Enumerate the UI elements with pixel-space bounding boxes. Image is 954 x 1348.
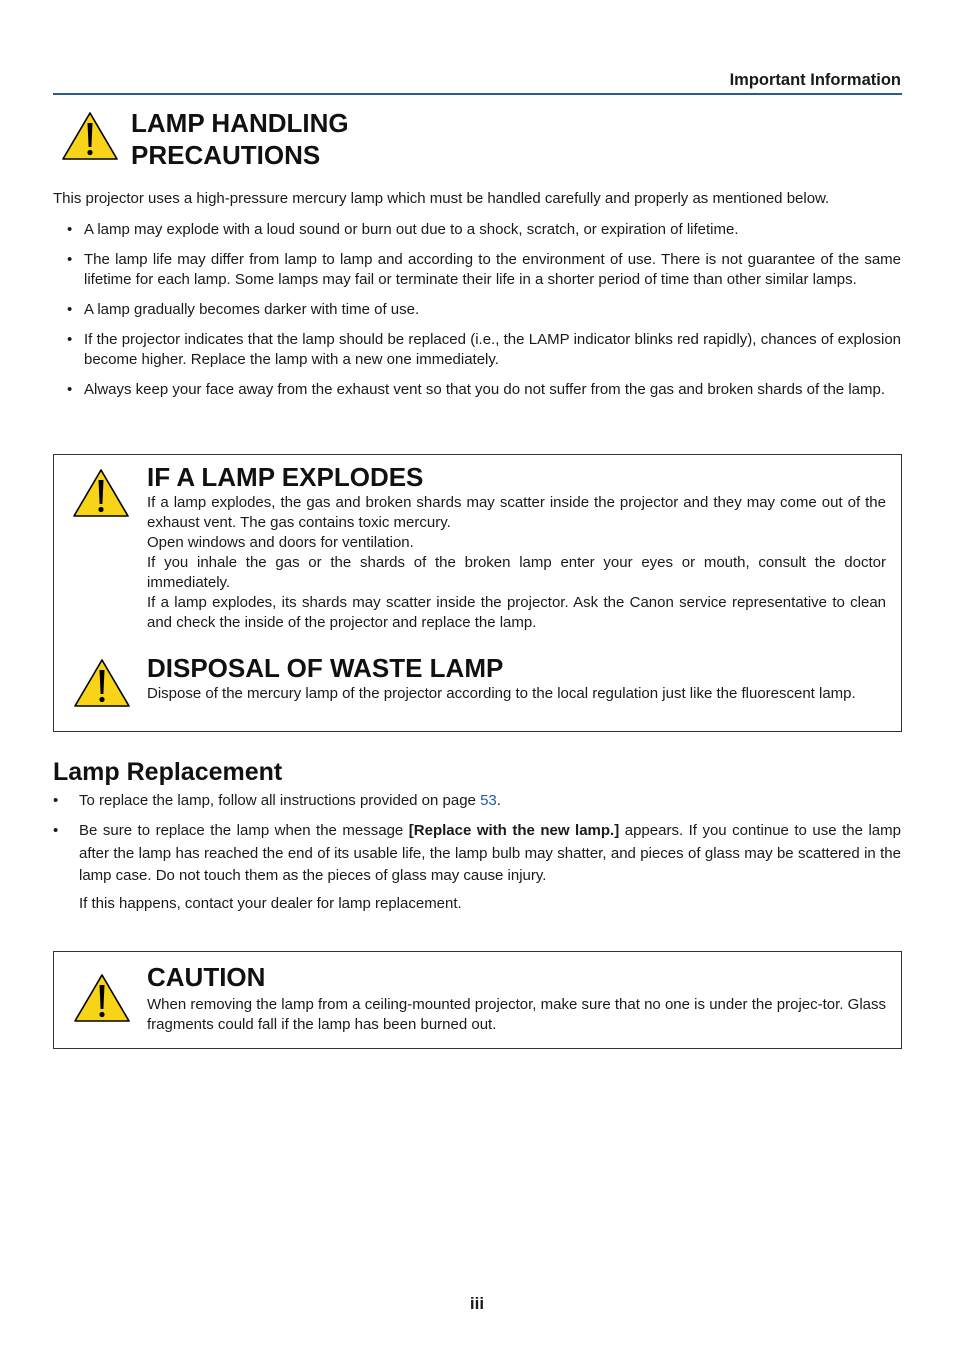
lamp-handling-heading-line2: PRECAUTIONS: [131, 140, 321, 170]
disposal-heading: DISPOSAL OF WASTE LAMP: [147, 653, 504, 683]
lamp-explodes-heading: IF A LAMP EXPLODES: [147, 462, 424, 492]
list-item: • The lamp life may differ from lamp to lamp and according to the environment of use. There is not guarantee of the same lifetime for each lamp. Some lamps may fail or terminate their life in a shorter period of time than other similar lamps.: [67, 251, 901, 288]
warning-triangle-icon: [73, 973, 131, 1023]
warning-triangle-icon: [73, 658, 131, 708]
page-53-link[interactable]: 53: [480, 792, 497, 809]
list-item-text: If the projector indicates that the lamp should be replaced (i.e., the LAMP indicator blinks red rapidly), chances of explosion become higher. Replace the lamp with a new one immediately.: [84, 331, 901, 368]
replacement-bullet1-pre: To replace the lamp, follow all instructions provided on page: [79, 792, 481, 809]
list-item: • To replace the lamp, follow all instructions provided on page 53.: [53, 792, 501, 809]
caution-text: When removing the lamp from a ceiling-mounted projector, make sure that no one is under the projec-tor. Glass fragments could fall if the lamp has been burned out.: [147, 996, 886, 1033]
header-title: Important Information: [729, 71, 901, 89]
list-item: • If the projector indicates that the lamp should be replaced (i.e., the LAMP indicator blinks red rapidly), chances of explosion become higher. Replace the lamp with a new one immediately.: [67, 331, 901, 368]
lamp-handling-intro: This projector uses a high-pressure mercury lamp which must be handled carefully and properly as mentioned below.: [53, 190, 830, 207]
replacement-bullet2-pre: Be sure to replace the lamp when the message: [79, 822, 409, 839]
lamp-handling-bullets: [67, 220, 901, 400]
lamp-explodes-p2: Open windows and doors for ventilation.: [147, 534, 414, 551]
lamp-replacement-bullets: [53, 790, 901, 915]
caution-heading: CAUTION: [147, 962, 266, 992]
replacement-followup: If this happens, contact your dealer for lamp replacement.: [79, 894, 462, 912]
header-rule: [53, 93, 902, 95]
disposal-text: Dispose of the mercury lamp of the projector according to the local regulation just like the fluorescent lamp.: [147, 685, 856, 702]
lamp-explodes-box: [53, 454, 902, 732]
lamp-replacement-heading: Lamp Replacement: [53, 758, 283, 786]
replace-message-text: [Replace with the new lamp.]: [408, 822, 620, 839]
lamp-explodes-body: [147, 493, 886, 633]
warning-triangle-icon: [72, 468, 130, 518]
lamp-explodes-p1: If a lamp explodes, the gas and broken shards may scatter inside the projector and they may come out of the exhaust vent. The gas contains toxic mercury.: [147, 494, 886, 531]
list-item: • A lamp may explode with a loud sound or burn out due to a shock, scratch, or expiration of lifetime.: [67, 221, 739, 238]
list-item: • A lamp gradually becomes darker with time of use.: [67, 301, 420, 318]
caution-box: [53, 951, 902, 1049]
lamp-explodes-p3: If you inhale the gas or the shards of the broken lamp enter your eyes or mouth, consult the doctor immediately.: [147, 554, 886, 591]
list-item-text: A lamp gradually becomes darker with time of use.: [84, 301, 420, 318]
list-item-followup: [79, 893, 901, 915]
list-item: • Be sure to replace the lamp when the message [Replace with the new lamp.] appears. If you continue to use the lamp after the lamp has reached the end of its usable life, the lamp bulb may shatter, and pieces of glass may be scattered in the lamp case. Do not touch them as the pieces of glass may cause injury.: [53, 822, 901, 884]
lamp-handling-heading-line1: LAMP HANDLING: [131, 108, 349, 138]
lamp-handling-heading: [131, 107, 349, 171]
warning-triangle-icon: [61, 111, 119, 161]
page-number: iii: [469, 1294, 485, 1313]
list-item-text: The lamp life may differ from lamp to lamp and according to the environment of use. There is not guarantee of the same lifetime for each lamp. Some lamps may fail or terminate their life in a shorter period of time than other similar lamps.: [84, 251, 901, 288]
list-item-text: A lamp may explode with a loud sound or burn out due to a shock, scratch, or expiration of lifetime.: [84, 221, 739, 238]
lamp-explodes-p4: If a lamp explodes, its shards may scatter inside the projector. Ask the Canon service representative to clean and check the inside of the projector and replace the lamp.: [147, 594, 886, 631]
replacement-bullet2-post: appears. If you continue to use the lamp after the lamp has reached the end of its usable life, the lamp bulb may shatter, and pieces of glass may be scattered in the lamp case. Do not touch them as the pieces of glass may cause injury.: [79, 822, 901, 884]
list-item: • Always keep your face away from the exhaust vent so that you do not suffer from the gas and broken shards of the lamp.: [67, 381, 885, 398]
replacement-bullet1-post: .: [496, 792, 501, 809]
list-item-text: Always keep your face away from the exhaust vent so that you do not suffer from the gas and broken shards of the lamp.: [84, 381, 885, 398]
